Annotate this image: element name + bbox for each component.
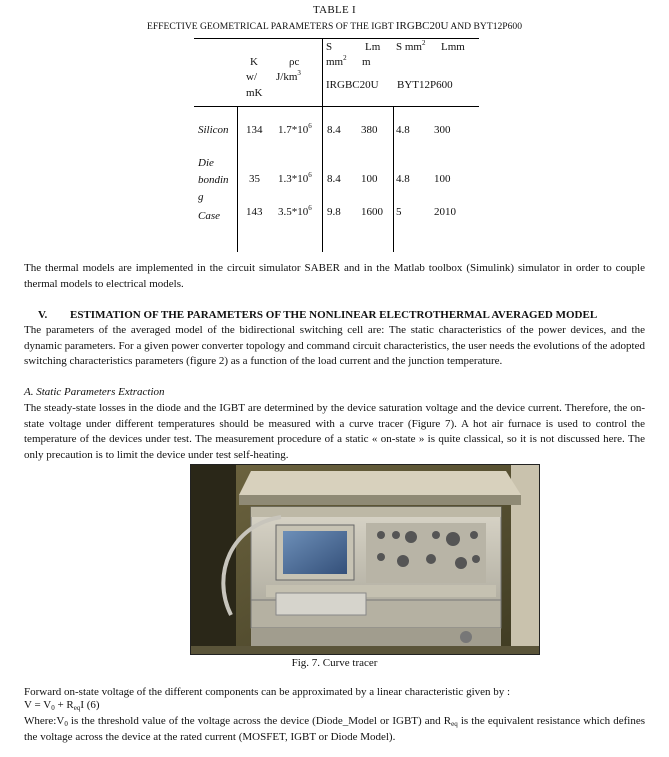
cell-s: 9.8: [327, 206, 341, 218]
header-diode: BYT12P600: [397, 79, 453, 91]
cell-k: 35: [249, 173, 260, 185]
header-s-unit: $mm^2$: [326, 54, 347, 68]
paragraph: $Where:V_0$ is the threshold value of the voltage across the device (Diode_Model or IGBT) and $R_{eq}$ is the equivalent resistance which defines the voltage across the device at the rated current (MOSFET, IGBT or Diode Model).: [24, 715, 645, 743]
header-k-unit: w/: [246, 71, 257, 83]
figure-caption: Fig. 7. Curve tracer: [291, 657, 378, 669]
cell-l2: 300: [434, 124, 451, 136]
table-top-rule: [194, 38, 479, 39]
subsection-heading: A. Static Parameters Extraction: [24, 386, 165, 398]
cell-rho: $3.5*10^6$: [278, 204, 312, 218]
header-lm: Lm: [365, 41, 381, 53]
cell-rho: $1.7*10^6$: [278, 122, 312, 136]
cell-s: 8.4: [327, 173, 341, 185]
table-title: EFFECTIVE GEOMETRICAL PARAMETERS OF THE IGBT IRGBC20U AND BYT12P600: [146, 20, 523, 32]
header-s-mm: S $mm^2$: [396, 39, 426, 53]
row-name: Silicon: [198, 124, 229, 136]
table-col-divider: [237, 106, 238, 252]
row-name: bondin: [198, 174, 229, 186]
row-name: g: [198, 191, 204, 203]
paragraph: The thermal models are implemented in the circuit simulator SABER and in the Matlab toolbox (Simulink) simulator in order to couple thermal models to electrical models.: [24, 262, 645, 290]
table-col-divider: [322, 38, 323, 252]
header-s: S: [326, 41, 333, 53]
row-name: Die: [198, 157, 214, 169]
paragraph: The parameters of the averaged model of the bidirectional switching cell are: The static characteristics of the power devices, and the dynamic parameters. For a given power converter topology and command circuit characteristics, the user needs the evolutions of the adopted switching characteristics parameters (figure 2) as a function of the load current and the junction temperature.: [24, 324, 645, 368]
header-igbt: IRGBC20U: [326, 79, 379, 91]
header-k: K: [250, 56, 258, 68]
cell-lm: 1600: [361, 206, 383, 218]
cell-s2: 4.8: [396, 173, 410, 185]
row-name: Case: [198, 210, 220, 222]
header-lmm: Lmm: [441, 41, 465, 53]
cell-s2: 4.8: [396, 124, 410, 136]
cell-lm: 100: [361, 173, 378, 185]
header-rho: ρc: [289, 56, 300, 68]
cell-lm: 380: [361, 124, 378, 136]
header-rho-unit: $J/km^3$: [276, 69, 301, 83]
cell-s2: 5: [396, 206, 402, 218]
paragraph: Forward on-state voltage of the different components can be approximated by a linear characteristic given by :: [24, 686, 511, 698]
equation: $V = V_0 + R_{eq}I$ (6): [24, 699, 100, 712]
cell-rho: $1.3*10^6$: [278, 171, 312, 185]
header-lm-unit: m: [362, 56, 371, 68]
header-k-unit2: mK: [246, 87, 263, 99]
cell-l2: 2010: [434, 206, 456, 218]
cell-l2: 100: [434, 173, 451, 185]
cell-k: 134: [246, 124, 263, 136]
curve-tracer-photo: [190, 464, 540, 655]
paragraph: The steady-state losses in the diode and the IGBT are determined by the device saturation voltage and the device current. Therefore, the on-state voltage under different temperatures should be measured with a curve tracer (Figure 7). A hot air furnace is used to control the temperature of the devices under test. The measurement procedure of a static « on-state » is quite classical, so it is not discussed here. The only precaution is to limit the device under test self-heating.: [24, 402, 645, 461]
section-heading: V. ESTIMATION OF THE PARAMETERS OF THE NONLINEAR ELECTROTHERMAL AVERAGED MODEL: [38, 309, 598, 321]
cell-s: 8.4: [327, 124, 341, 136]
table-col-divider: [393, 106, 394, 252]
cell-k: 143: [246, 206, 263, 218]
table-label: TABLE I: [312, 4, 357, 16]
